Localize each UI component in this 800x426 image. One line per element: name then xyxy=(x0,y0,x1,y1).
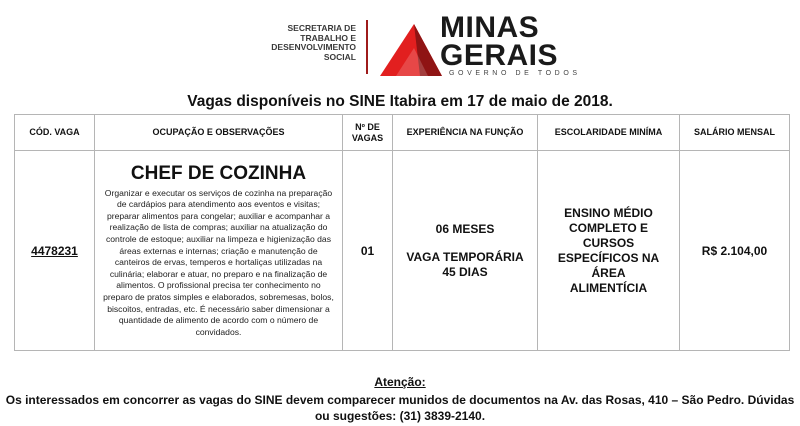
secretaria-line: SECRETARIA DE xyxy=(287,23,356,33)
salario-cell: R$ 2.104,00 xyxy=(680,151,790,351)
header-n-vagas: Nº DE VAGAS xyxy=(343,115,393,151)
brand-title xyxy=(440,11,559,72)
header-cod: CÓD. VAGA xyxy=(15,115,95,151)
experiencia-note: VAGA TEMPORÁRIA 45 DIAS xyxy=(406,249,524,279)
brand-subtitle: GOVERNO DE TODOS xyxy=(449,70,581,77)
brand-line: GERAIS xyxy=(440,39,559,72)
header-experiencia: EXPERIÊNCIA NA FUNÇÃO xyxy=(393,115,538,151)
page-title: Vagas disponíveis no SINE Itabira em 17 de maio de 2018. xyxy=(187,93,613,110)
ocupacao-title: CHEF DE COZINHA xyxy=(130,162,307,184)
contact-info: Os interessados em concorrer as vagas do SINE devem comparecer munidos de documentos na Av. das Rosas, 410 – São Pedro. Dúvidas ou sugestões: (31) 3839-2140. xyxy=(5,393,795,423)
n-vagas-cell: 01 xyxy=(343,151,393,351)
attention-heading: Atenção: xyxy=(374,375,426,389)
secretaria-name xyxy=(262,24,356,62)
header-salario: SALÁRIO MENSAL xyxy=(680,115,790,151)
secretaria-line: DESENVOLVIMENTO xyxy=(271,42,356,53)
header-escolaridade: ESCOLARIDADE MINÍMA xyxy=(538,115,680,151)
secretaria-line: TRABALHO E xyxy=(300,32,356,43)
vaga-code-link[interactable]: 4478231 xyxy=(15,151,95,351)
table-header-row xyxy=(15,115,790,151)
secretaria-line: SOCIAL xyxy=(323,51,356,62)
page-header xyxy=(0,0,800,88)
header-divider xyxy=(366,20,368,74)
ocupacao-description: Organizar e executar os serviços de cozinha na preparação de cardápios para atendimento aos eventos e visitas; preparar alimentos para congelar; auxiliar e acompanhar a realização de lista de compras; auxiliar na atualização do controle de estoque; auxiliar na limpeza e higienização das áreas externas e internas; criação e manutenção de canteiros de ervas, temperos e hortaliças utilizadas na culinária; elaborar e atuar, no preparo e na finalização de alimentos. O profissional precisa ter conhecimento no preparo de pratos simples e elaborados, sobremesas, bolos, biscoitos, entradas, etc. É necessário saber dimensionar a quantidade de alimento de acordo com o número de convidados. xyxy=(103,187,334,337)
minas-gerais-triangle-logo-icon xyxy=(376,20,446,78)
ocupacao-cell xyxy=(95,151,343,351)
experiencia-spacer xyxy=(405,237,525,250)
experiencia-cell xyxy=(393,151,538,351)
brand-line: MINAS xyxy=(440,11,540,44)
header-ocupacao: OCUPAÇÃO E OBSERVAÇÕES xyxy=(95,115,343,151)
table-row xyxy=(15,151,790,351)
jobs-table xyxy=(14,114,790,351)
escolaridade-cell: ENSINO MÉDIO COMPLETO E CURSOS ESPECÍFICOS NA ÁREA ALIMENTÍCIA xyxy=(538,151,680,351)
experiencia-duration: 06 MESES xyxy=(435,221,495,236)
